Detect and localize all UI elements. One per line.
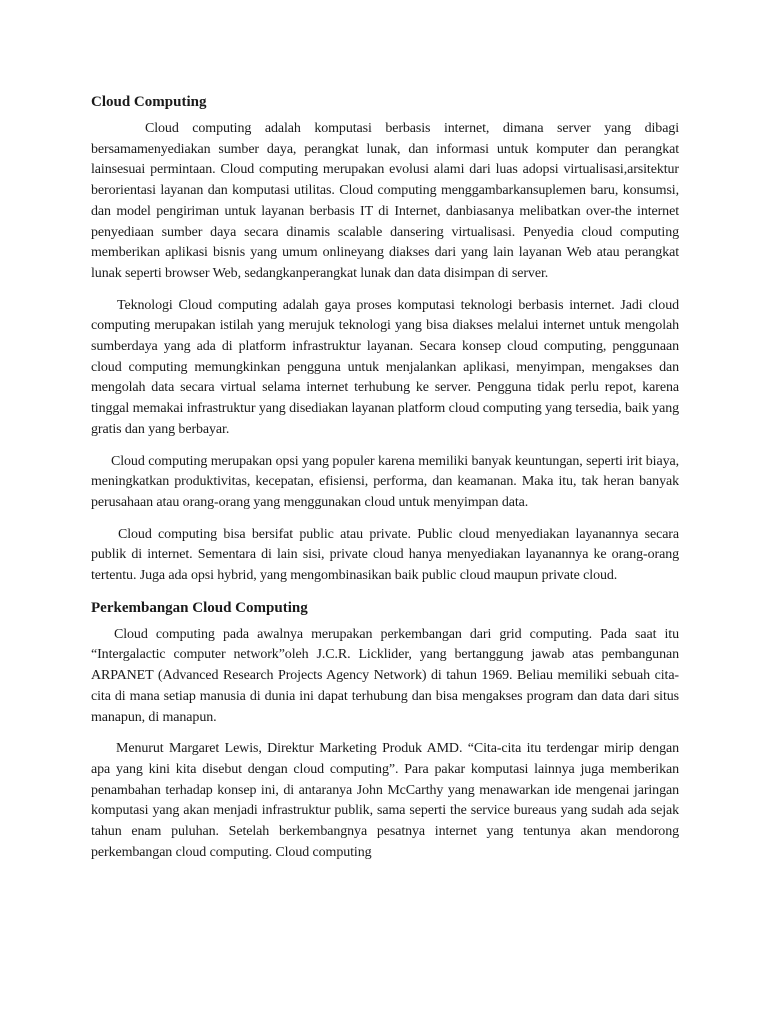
paragraph: Menurut Margaret Lewis, Direktur Marketing Produk AMD. “Cita-cita itu terdengar mirip dengan apa yang kini kita disebut dengan cloud computing”. Para pakar komputasi lainnya juga memberikan penambahan terhadap konsep ini, di antaranya John McCarthy yang menawarkan ide mengenai jaringan komputasi yang akan menjadi infrastruktur publik, sama seperti the service bureaus yang sudah ada sejak tahun enam puluhan. Setelah berkembangnya pesatnya internet yang tentunya akan mendorong perkembangan cloud computing. Cloud computing — [91, 741, 679, 860]
document-body — [91, 92, 679, 875]
section-heading-perkembangan: Perkembangan Cloud Computing — [91, 599, 308, 616]
paragraph: Cloud computing bisa bersifat public atau private. Public cloud menyediakan layanannya secara publik di internet. Sementara di lain sisi, private cloud hanya menyediakan layanannya ke orang-orang tertentu. Juga ada opsi hybrid, yang mengombinasikan baik public cloud maupun private cloud. — [91, 526, 679, 584]
section-heading-cloud-computing: Cloud Computing — [91, 94, 207, 110]
paragraph: Cloud computing adalah komputasi berbasis internet, dimana server yang dibagi bersamamenyediakan sumber daya, perangkat lunak, dan informasi untuk komputer dan perangkat lainsesuai permintaan. Cloud computing merupakan evolusi alami dari luas adopsi virtualisasi,arsitektur berorientasi layanan dan komputasi utilitas. Cloud computing menggambarkansuplemen baru, konsumsi, dan model pengiriman untuk layanan berbasis IT di Internet, danbiasanya melibatkan over-the internet penyediaan sumber daya secara dinamis scalable dansering virtualisasi. Penyedia cloud computing memberikan aplikasi bisnis yang umum onlineyang diakses dari yang lain layanan Web atau perangkat lunak seperti browser Web, sedangkanperangkat lunak dan data disimpan di server. — [91, 121, 679, 281]
paragraph: Cloud computing pada awalnya merupakan perkembangan dari grid computing. Pada saat itu “Intergalactic computer network”oleh J.C.R. Licklider, yang bertanggung jawab atas pembangunan ARPANET (Advanced Research Projects Agency Network) di tahun 1969. Beliau memiliki sebuah cita-cita di mana setiap manusia di dunia ini dapat terhubung dan bisa mengakses program dan data dari situs manapun, di manapun. — [91, 626, 679, 725]
paragraph: Cloud computing merupakan opsi yang populer karena memiliki banyak keuntungan, seperti irit biaya, meningkatkan produktivitas, kecepatan, efisiensi, performa, dan keamanan. Maka itu, tak heran banyak perusahaan atau orang-orang yang menggunakan cloud untuk menyimpan data. — [91, 453, 679, 510]
paragraph: Teknologi Cloud computing adalah gaya proses komputasi teknologi berbasis internet. Jadi cloud computing merupakan istilah yang merujuk teknologi yang bisa diakses melalui internet untuk mengolah sumberdaya yang ada di platform infrastruktur layanan. Secara konsep cloud computing, penggunaan cloud computing memungkinkan pengguna untuk menjalankan aplikasi, menyimpan, mengakses dan mengolah data secara virtual selama internet terhubung ke server. Pengguna tidak perlu repot, karena tinggal memakai infrastruktur yang disediakan layanan platform cloud computing yang tersedia, baik yang gratis dan yang berbayar. — [91, 297, 679, 437]
